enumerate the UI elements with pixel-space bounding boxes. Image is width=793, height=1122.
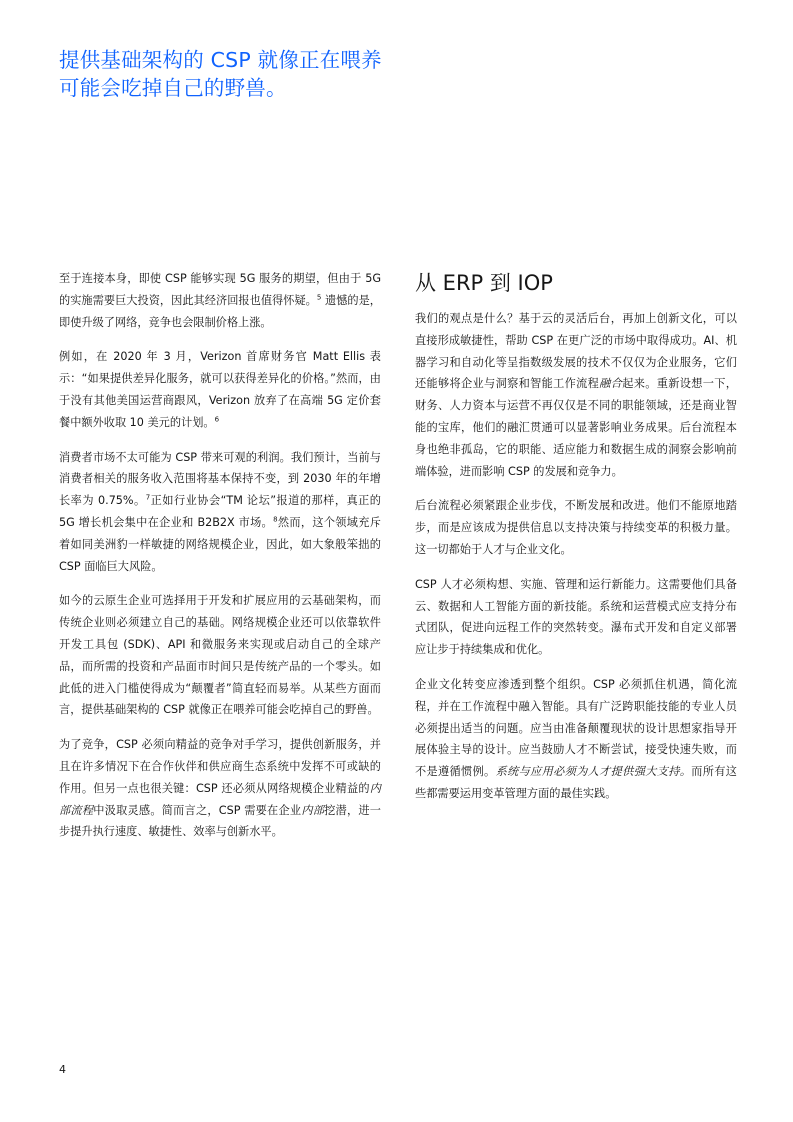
right-column — [415, 268, 737, 818]
paragraph-consumer-market — [59, 447, 381, 578]
emphasis-text: 融合 — [599, 377, 623, 391]
paragraph-talent: CSP 人才必须构想、实施、管理和运行新能力。这需要他们具备云、数据和人工智能方面的新技能。系统和运营模式应支持分布式团队，促进向远程工作的突然转变。瀑布式开发和自定义部署应让步于持续集成和优化。 — [415, 577, 737, 657]
paragraph-text: 消费者市场不太可能为 CSP 带来可观的利润。我们预计，当前与消费者相关的服务收入范围将基本保持不变，到 2030 年的年增长率为 0.75%。 — [59, 450, 381, 508]
emphasis-text: 内部流程 — [59, 781, 381, 817]
emphasis-text: 内部 — [301, 803, 325, 817]
paragraph-text: 例如，在 2020 年 3 月，Verizon 首席财务官 Matt Ellis 表示：“如果提供差异化服务，就可以获得差异化的价格。”然而，由于没有其他美国运营商跟风，Verizon 放弃了在高端 5G 定价套餐中额外收取 10 美元的计划。 — [59, 350, 381, 429]
paragraph-back-office: 后台流程必须紧跟企业步伐，不断发展和改进。他们不能原地踏步，而是应该成为提供信息以支持决策与持续变革的积极力量。这一切都始于人才与企业文化。 — [415, 499, 737, 556]
paragraph-text: 然而，这个领域充斥着如同美洲豹一样敏捷的网络规模企业，因此，如大象般笨拙的 CSP 面临巨大风险。 — [59, 515, 381, 573]
paragraph-viewpoint — [415, 308, 737, 482]
paragraph-text: 我们的观点是什么？基于云的灵活后台，再加上创新文化，可以直接形成敏捷性，帮助 CSP 在更广泛的市场中取得成功。AI、机器学习和自动化等呈指数级发展的技术不仅仅为企业服务，它们还能够将企业与洞察和智能工作流程 — [415, 312, 737, 391]
pull-quote: 提供基础架构的 CSP 就像正在喂养可能会吃掉自己的野兽。 — [59, 48, 382, 100]
footnote-ref[interactable]: 8 — [273, 515, 278, 524]
section-heading: 从 ERP 到 IOP — [415, 271, 553, 295]
emphasis-text: 系统与应用必须为人才提供强大支持。 — [495, 765, 692, 779]
footnote-ref[interactable]: 6 — [214, 415, 220, 424]
paragraph-competition — [59, 734, 381, 843]
footnote-ref[interactable]: 7 — [145, 493, 151, 502]
paragraph-text: 而所有这些都需要运用变革管理方面的最佳实践。 — [415, 765, 737, 800]
paragraph-text: 至于连接本身，即使 CSP 能够实现 5G 服务的期望，但由于 5G 的实施需要巨大投资，因此其经济回报也值得怀疑。 — [59, 272, 381, 307]
paragraph-culture — [415, 674, 737, 805]
paragraph-verizon-example — [59, 346, 381, 433]
paragraph-text: 中汲取灵感。简而言之，CSP 需要在企业 — [93, 803, 302, 817]
paragraph-text: 为了竞争，CSP 必须向精益的竞争对手学习，提供创新服务，并且在许多情况下在合作伙伴和供应商生态系统中发挥不可或缺的作用。但另一点也很关键：CSP 还必须从网络规模企业精益的 — [59, 738, 381, 795]
left-column — [59, 268, 381, 856]
footnote-ref[interactable]: 5 — [316, 293, 322, 302]
paragraph-text: 挖潜，进一步提升执行速度、敏捷性、效率与创新水平。 — [59, 803, 381, 839]
paragraph-connectivity — [59, 268, 381, 333]
page-number: 4 — [59, 1063, 66, 1076]
paragraph-text: 起来。重新设想一下，财务、人力资本与运营不再仅仅是不同的职能领域，还是商业智能的宝库，他们的融汇贯通可以显著影响业务成果。后台流程本身也绝非孤岛，它的职能、适应能力和数据生成的洞察会影响前端体验，进而影响 CSP 的发展和竞争力。 — [415, 377, 737, 478]
paragraph-text: 遗憾的是，即使升级了网络，竞争也会限制价格上涨。 — [59, 293, 381, 329]
paragraph-text: 企业文化转变应渗透到整个组织。CSP 必须抓住机遇，简化流程，并在工作流程中融入智能。具有广泛跨职能技能的专业人员必须提出适当的问题。应当由准备颠覆现状的设计思想家指导开展体验主导的设计。应当鼓励人才不断尝试，接受快速失败，而不是遵循惯例。 — [415, 677, 737, 779]
paragraph-text: 正如行业协会“TM 论坛”报道的那样，真正的 5G 增长机会集中在企业和 B2B2X 市场。 — [59, 494, 381, 529]
paragraph-cloud-native: 如今的云原生企业可选择用于开发和扩展应用的云基础架构，而传统企业则必须建立自己的基础。网络规模企业还可以依靠软件开发工具包 (SDK)、API 和微服务来实现或启动自己的全球产品，而所需的投资和产品面市时间只是传统产品的一个零头。如此低的进入门槛使得成为“颠覆者”简直轻而易举。从某些方面而言，提供基础架构的 CSP 就像正在喂养可能会吃掉自己的野兽。 — [59, 594, 381, 717]
